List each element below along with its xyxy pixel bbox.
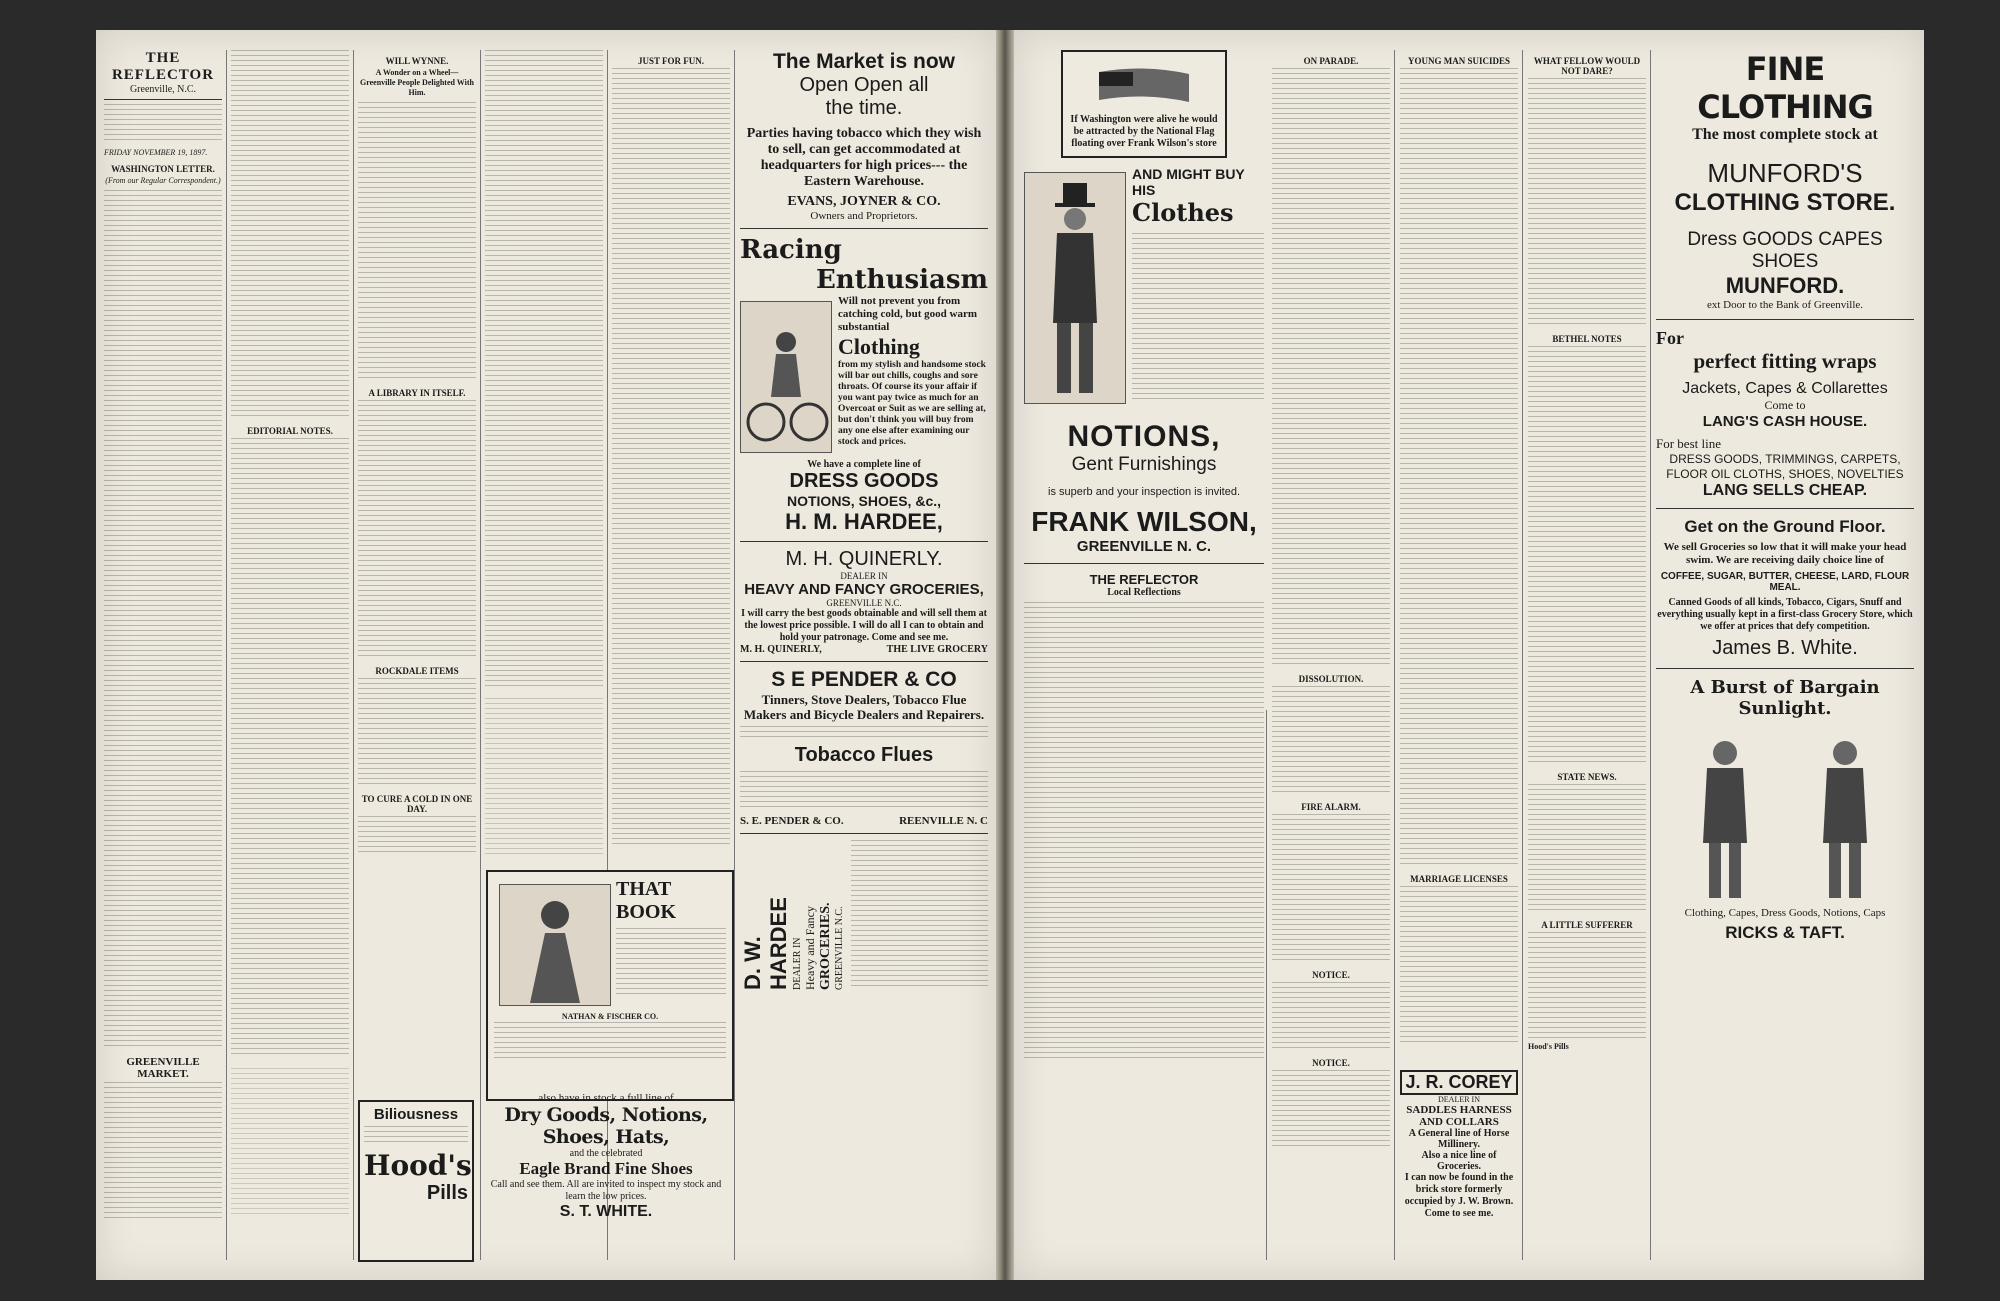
fine-door: ext Door to the Bank of Greenville. [1706,299,1864,311]
hardee-sub2: Heavy and Fancy [803,906,817,990]
greenville-market-heading: GREENVILLE MARKET. [126,1056,200,1080]
hoods-brand: Hood's [364,1149,472,1182]
masthead [104,50,222,100]
market-ad [740,50,988,222]
left-col-1 [104,50,222,1260]
that-book-line2: BOOK [616,901,677,923]
racing-rest: from my stylish and handsome stock will bar out chills, coughs and sore throats. Of course its your affair if you want pay twice as much for an Overcoat or Suit as we are selling at, but don't think you will buy from any one else after examining our stock and prices. [838,360,986,447]
pender-ad [740,668,988,827]
racing-clothing: Clothing [838,334,920,359]
jw-head: Get on the Ground Floor. [1684,517,1886,536]
editorial-notes-heading: EDITORIAL NOTES. [247,426,333,436]
that-book-sponsor: NATHAN & FISCHER CO. [561,1012,659,1021]
wilson-gent: Gent Furnishings [1071,454,1217,475]
racing-dress: DRESS GOODS [789,470,939,492]
hoods-pills-footer: Hood's Pills [1528,1042,1569,1051]
wilson-town: GREENVILLE N. C. [1076,538,1212,555]
masthead-date: FRIDAY NOVEMBER 19, 1897. [104,148,208,157]
biliousness-title: Biliousness [373,1106,459,1123]
wilson-head1: AND MIGHT BUY HIS [1132,166,1245,198]
library-heading: A LIBRARY IN ITSELF. [368,388,466,398]
state-news-heading: STATE NEWS. [1557,772,1617,782]
masthead-title: THE REFLECTOR [111,50,215,83]
quinerly-sub: THE LIVE GROCERY [886,644,988,655]
market-line1: The Market is now [772,50,956,73]
right-wilson-column [1024,50,1264,1260]
racing-complete: We have a complete line of [807,459,921,470]
what-fellow-heading: WHAT FELLOW WOULD NOT DARE? [1533,56,1641,76]
white-lines: Dry Goods, Notions, Shoes, Hats, [504,1104,708,1148]
quinerly-dealer: DEALER IN [840,571,888,581]
lang-items: Jackets, Capes & Collarettes [1682,380,1888,397]
rockdale-heading: ROCKDALE ITEMS [375,666,459,676]
will-wynne-heading: WILL WYNNE. [385,56,449,66]
washington-letter-sub: (From our Regular Correspondent.) [105,176,221,185]
pender-name: S E PENDER & CO [771,668,957,691]
lang-perfect: perfect fitting wraps [1693,349,1877,373]
left-col-3 [358,50,476,1260]
hardee-sub3: GROCERIES. [818,902,833,990]
reflector-sub: Local Reflections [1107,587,1181,598]
on-parade-heading: ON PARADE. [1303,56,1359,66]
jw-body: We sell Groceries so low that it will make your head swim. We are receiving daily choice line of [1663,541,1907,566]
market-role: Owners and Proprietors. [810,210,918,222]
right-page [1014,30,1924,1280]
jw-list: COFFEE, SUGAR, BUTTER, CHEESE, LARD, FLOUR MEAL. [1660,571,1910,593]
racing-name: H. M. HARDEE, [785,509,943,534]
notice-heading-1: NOTICE. [1312,970,1350,980]
racing-line1: Racing [740,235,842,265]
fire-alarm-heading: FIRE ALARM. [1301,802,1361,812]
wilson-notions: NOTIONS, [1067,420,1221,453]
ricks-taft-ad [1656,677,1914,943]
hardee-name: D. W. HARDEE [740,897,791,990]
lang-store: LANG'S CASH HOUSE. [1702,413,1868,430]
corey-dealer: DEALER IN [1438,1095,1480,1104]
racing-line2: Enthusiasm [815,265,988,295]
wilson-head2: Clothes [1132,198,1234,227]
hardee-sub4: GREENVILLE N.C. [834,906,845,990]
corey-line: A General line of Horse Millinery. [1408,1128,1510,1150]
suicide-heading: YOUNG MAN SUICIDES [1407,56,1510,66]
masthead-place: Greenville, N.C. [129,84,197,95]
pender-town: REENVILLE N. C [899,815,988,827]
quinerly-place: GREENVILLE N.C. [826,598,902,608]
corey-ad [1400,1070,1518,1220]
lady-illustration-icon [499,884,611,1006]
right-col-5 [1528,50,1646,1260]
men-illustration-icon [1665,723,1905,903]
notice-heading-2: NOTICE. [1312,1058,1350,1068]
quinerly-goods: HEAVY AND FANCY GROCERIES, [744,581,984,598]
quinerly-name: M. H. QUINERLY. [785,548,943,570]
hoods-pills-ad [358,1100,474,1262]
left-ads-column [740,50,988,1260]
flag-icon [1089,64,1199,108]
wilson-inspection: is superb and your inspection is invited. [1048,486,1240,498]
right-ads-column [1656,50,1914,1260]
fine-title: FINE CLOTHING [1697,50,1873,126]
quinerly-ad [740,548,988,655]
fine-store2: CLOTHING STORE. [1674,189,1896,216]
pills-word: Pills [426,1182,468,1204]
market-line3: the time. [825,97,903,119]
white-pre: also have in stock a full line of [538,1092,674,1104]
washington-letter-heading: WASHINGTON LETTER. [111,164,215,174]
market-line2: Open Open all [799,74,929,96]
bethel-heading: BETHEL NOTES [1552,334,1622,344]
fine-sub: The most complete stock at [1692,126,1878,143]
pender-trades: Tinners, Stove Dealers, Tobacco Flue Makers and Bicycle Dealers and Repairers. [743,692,985,722]
ricks-items: Clothing, Capes, Dress Goods, Notions, Caps [1684,907,1886,919]
marriage-heading: MARRIAGE LICENSES [1410,874,1508,884]
jw-rest: Canned Goods of all kinds, Tobacco, Cigars, Snuff and everything usually kept in a first-class Grocery Store, which we offer at prices that defy competition. [1657,597,1913,632]
right-col-3 [1272,50,1390,1260]
quinerly-body: I will carry the best goods obtainable and will sell them at the lowest price possible. I will do all I can to obtain and hold your patronage. Come and see me. [741,608,987,643]
racing-notions: NOTIONS, SHOES, &c., [786,493,942,509]
fine-munford: MUNFORD. [1725,273,1845,298]
just-for-fun-heading: JUST FOR FUN. [637,56,705,66]
market-firm: EVANS, JOYNER & CO. [787,194,941,209]
hardee-sub1: DEALER IN [792,937,803,990]
flag-ad [1061,50,1227,158]
fine-store1: MUNFORD'S [1707,158,1863,188]
fine-dress: Dress GOODS CAPES SHOES [1687,229,1883,272]
white-call: Call and see them. All are invited to inspect my stock and learn the low prices. [490,1179,722,1202]
corey-name: J. R. COREY [1400,1070,1518,1095]
washington-letter-body [104,190,222,1050]
corey-goods: SADDLES HARNESS AND COLLARS [1406,1104,1512,1128]
that-book-ad [486,870,734,1101]
little-sufferer-heading: A LITTLE SUFFERER [1541,920,1633,930]
gentleman-illustration-icon [1024,172,1126,404]
lang-best: For best line [1656,436,1721,451]
market-body: Parties having tobacco which they wish to sell, can get accommodated at headquarters for high prices--- the Eastern Warehouse. [746,126,982,189]
white-and: and the celebrated [569,1148,643,1159]
racing-body: Will not prevent you from catching cold, but good warm substantial [838,295,978,333]
wilson-name: FRANK WILSON, [1031,506,1257,537]
lang-for: For [1656,328,1684,348]
dissolution-heading: DISSOLUTION. [1298,674,1364,684]
left-col-2 [231,50,349,1260]
pender-flues: Tobacco Flues [794,744,934,766]
lang-ad [1656,328,1914,500]
pender-sig: S. E. PENDER & CO. [740,815,844,827]
flag-text: If Washington were alive he would be attracted by the National Flag floating over Frank Wilson's store [1070,114,1218,149]
corey-found: I can now be found in the brick store formerly occupied by J. W. Brown. Come to see me. [1404,1172,1514,1219]
cyclists-illustration-icon [740,301,832,453]
lang-cheap: LANG SELLS CHEAP. [1702,482,1868,499]
munford-ad [1656,50,1914,311]
quinerly-sig: M. H. QUINERLY, [740,644,822,655]
jw-name: James B. White. [1712,637,1858,659]
ricks-head: A Burst of Bargain Sunlight. [1690,677,1880,719]
hardee-vertical-ad [740,840,988,990]
left-page [96,30,996,1280]
that-book-line1: THAT [616,878,672,900]
will-wynne-sub: A Wonder on a Wheel—Greenville People Delighted With Him. [360,68,474,97]
racing-ad [740,235,988,535]
white-name: S. T. WHITE. [559,1203,653,1220]
st-white-ad [486,1092,726,1221]
lang-lines: DRESS GOODS, TRIMMINGS, CARPETS, FLOOR OIL CLOTHS, SHOES, NOVELTIES [1666,452,1904,481]
reflector-title: THE REFLECTOR [1089,572,1199,587]
james-white-ad [1656,517,1914,660]
page-gutter [996,30,1014,1280]
white-shoes: Eagle Brand Fine Shoes [519,1159,693,1178]
lang-come: Come to [1764,398,1806,412]
cure-cold-heading: TO CURE A COLD IN ONE DAY. [361,794,473,814]
ricks-name: RICKS & TAFT. [1725,923,1845,942]
corey-also: Also a nice line of Groceries. [1421,1150,1497,1172]
